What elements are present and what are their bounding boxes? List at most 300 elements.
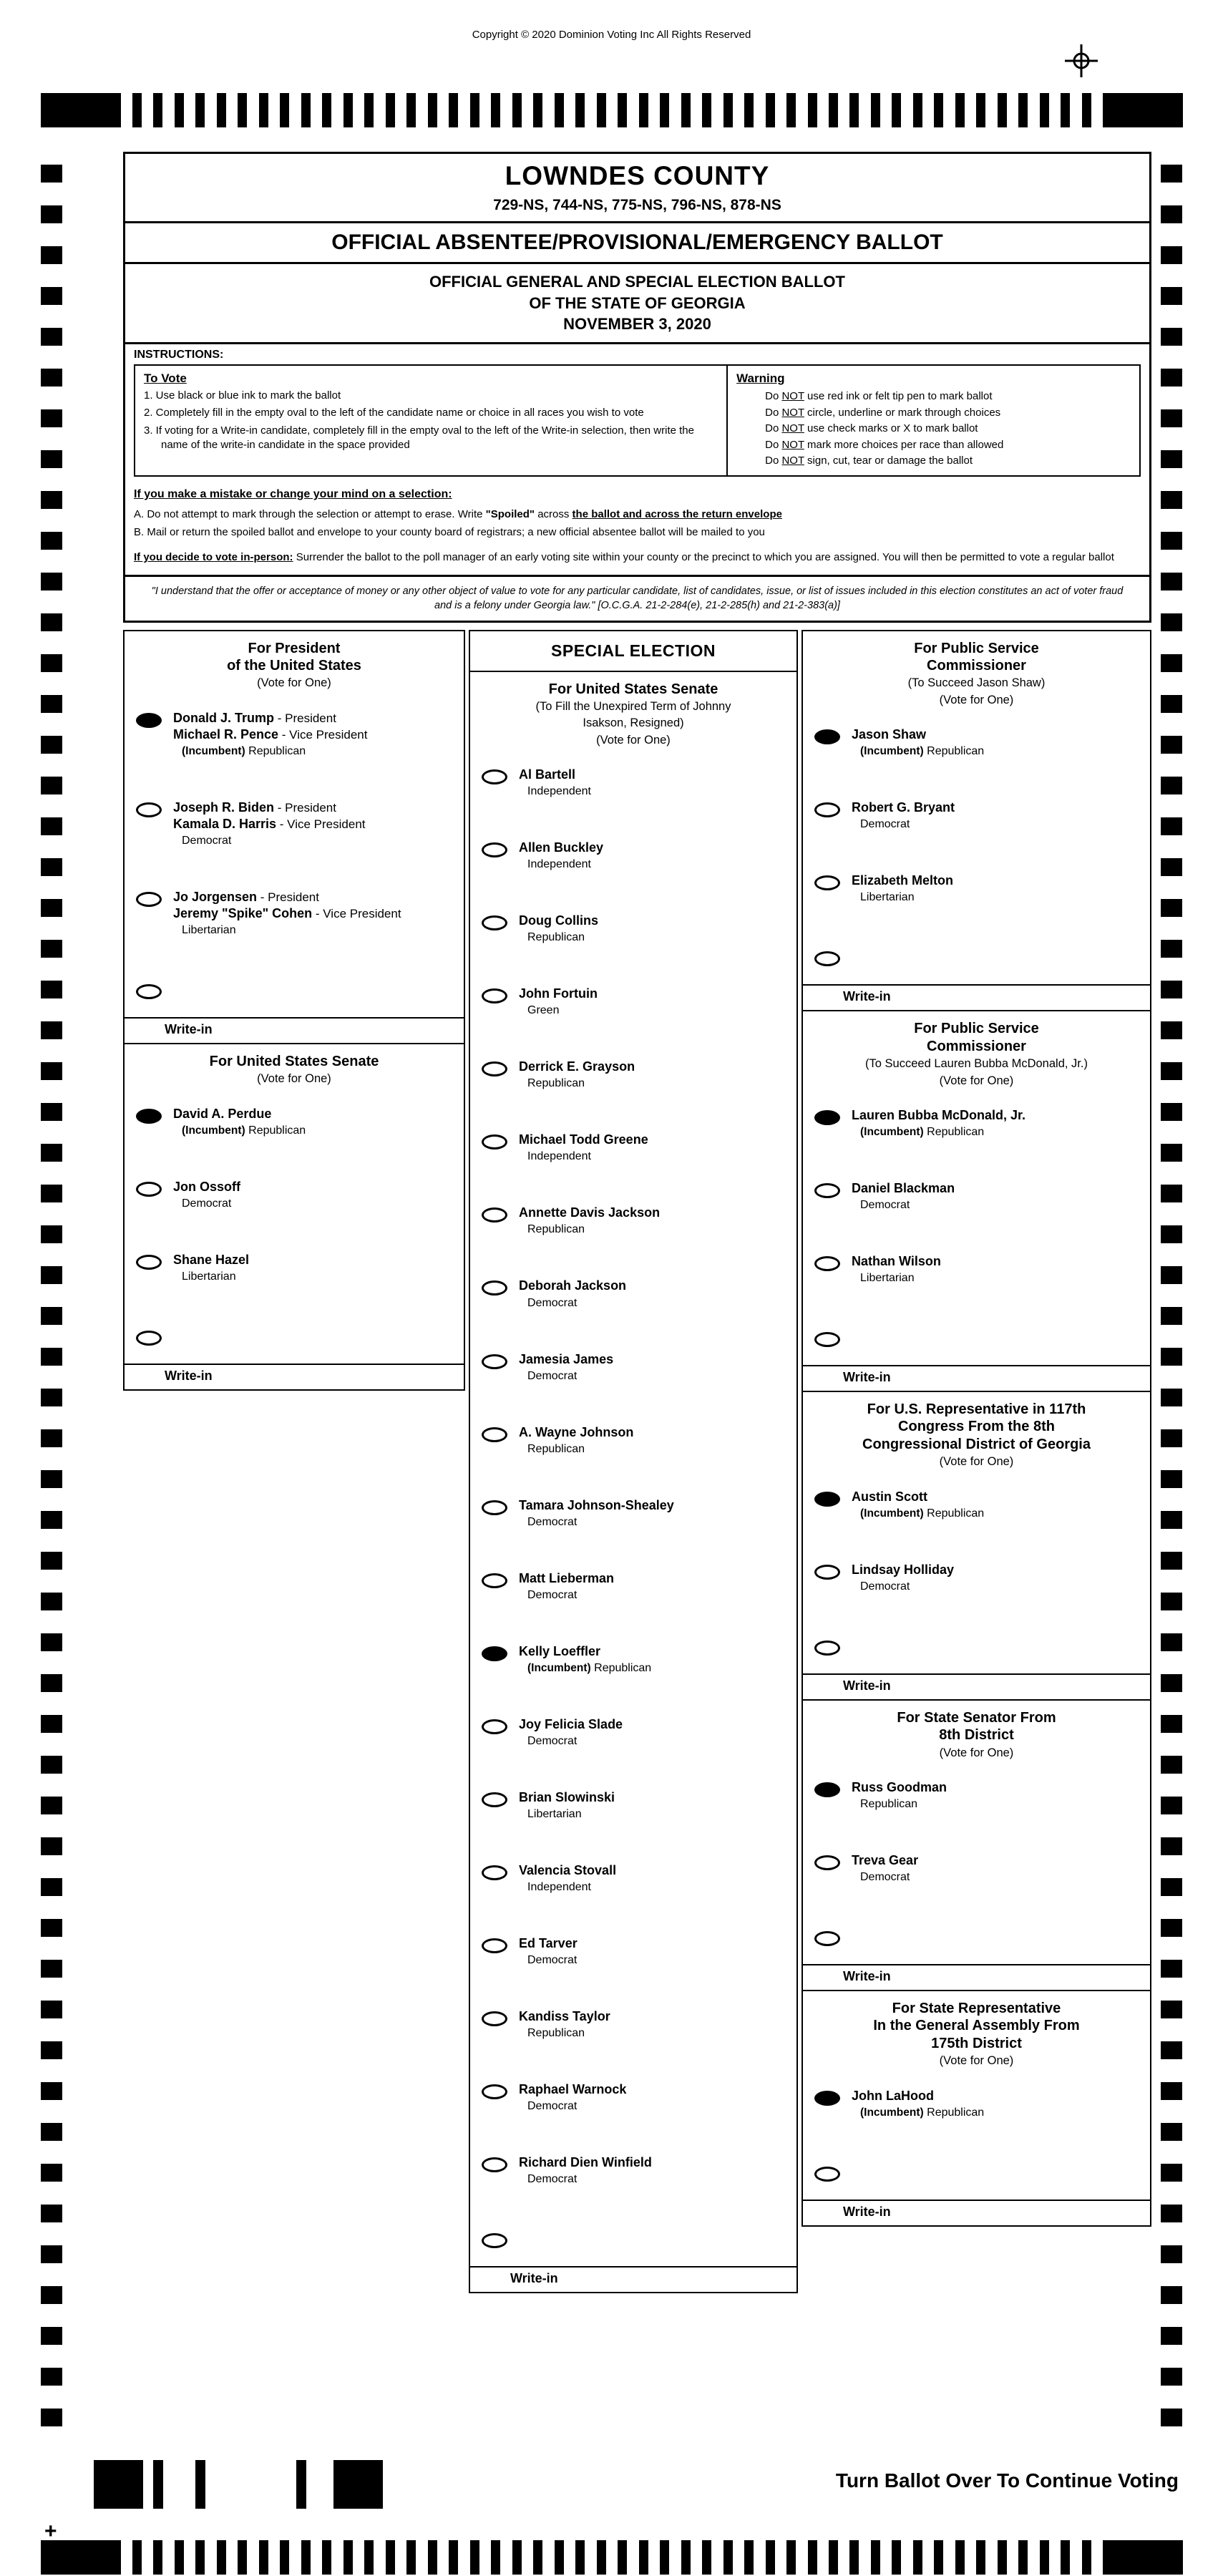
- candidate-name-text: Doug Collins: [519, 913, 598, 928]
- timing-mark: [1161, 2041, 1182, 2059]
- ballot-oval[interactable]: [136, 802, 162, 817]
- timing-mark: [41, 1470, 62, 1488]
- candidate-name-text: David A. Perdue: [173, 1106, 272, 1121]
- write-in-oval[interactable]: [482, 2233, 507, 2248]
- candidate-name: [519, 2154, 652, 2171]
- race-title-line: For Public Service: [914, 640, 1039, 656]
- candidate-info: [173, 889, 401, 937]
- spoiled-emphasis: "Spoiled": [485, 507, 535, 520]
- candidate-name: [519, 1278, 626, 1294]
- timing-mark: [41, 1878, 62, 1896]
- candidate-row: [482, 1424, 791, 1456]
- timing-bar: [386, 93, 395, 127]
- ballot-oval[interactable]: [482, 1061, 507, 1076]
- candidate-info: [852, 1180, 955, 1212]
- candidate-party: [519, 1297, 626, 1310]
- warning-text: Do: [765, 455, 782, 467]
- candidate-info: [852, 1562, 954, 1593]
- candidate-name-text: Jamesia James: [519, 1351, 614, 1366]
- plus-mark: +: [44, 2519, 57, 2543]
- instructions-columns: [134, 364, 1141, 477]
- party-name: Republican: [527, 1223, 585, 1236]
- timing-mark: [1161, 2409, 1182, 2426]
- party-name: Libertarian: [527, 1807, 582, 1820]
- timing-bar: [491, 2540, 500, 2575]
- candidate-row: [814, 799, 1144, 831]
- timing-bar: [1061, 2540, 1070, 2575]
- warning-text: Do: [765, 390, 782, 403]
- ballot-oval[interactable]: [482, 1573, 507, 1588]
- timing-bar: [132, 2540, 142, 2575]
- candidate-info: [519, 1424, 633, 1456]
- copyright-notice: Copyright © 2020 Dominion Voting Inc All Rights Reserved: [472, 29, 751, 41]
- mistake-line-a: [134, 507, 1141, 522]
- candidate-party: [519, 1370, 613, 1383]
- timing-mark: [41, 777, 62, 794]
- candidate-info: [852, 1489, 984, 1520]
- candidate-title-suffix: - Vice President: [278, 727, 368, 742]
- ballot-oval[interactable]: [482, 842, 507, 857]
- in-person-text: Surrender the ballot to the poll manager of an early voting site within your county or the precinct to which you are assigned. You will then be permitted to vote a regular ballot: [293, 550, 1114, 563]
- timing-bar: [322, 2540, 331, 2575]
- timing-bar: [364, 93, 374, 127]
- ballot-oval-filled[interactable]: [136, 1109, 162, 1124]
- candidate-info: [519, 1278, 626, 1309]
- candidate-row: [136, 1179, 458, 1210]
- ballot-oval[interactable]: [814, 1855, 840, 1870]
- candidate-row: [136, 1106, 458, 1137]
- party-name: Independent: [527, 785, 591, 798]
- ballot-oval[interactable]: [482, 1207, 507, 1223]
- timing-mark: [41, 205, 62, 223]
- ballot-oval[interactable]: [814, 1256, 840, 1271]
- warning-title: Warning: [736, 371, 785, 386]
- timing-bar: [195, 2540, 205, 2575]
- timing-mark: [1161, 1266, 1182, 1284]
- timing-mark: [1161, 287, 1182, 305]
- candidate-name-text: Matt Lieberman: [519, 1570, 615, 1585]
- envelope-emphasis: the ballot and across the return envelope: [572, 507, 782, 520]
- candidate-row: [482, 1862, 791, 1894]
- candidate-row: [814, 1180, 1144, 1212]
- candidate-name-text: Ed Tarver: [519, 1935, 578, 1950]
- write-in-oval[interactable]: [814, 951, 840, 966]
- candidate-name-text: Russ Goodman: [852, 1779, 947, 1794]
- race-subtitle-line: (Vote for One): [939, 1746, 1014, 1759]
- timing-bar: [892, 93, 901, 127]
- to-vote-item: 1. Use black or blue ink to mark the ballot: [144, 389, 341, 402]
- ballot-oval[interactable]: [482, 1354, 507, 1369]
- race-box-3-3: [801, 1391, 1151, 1701]
- timing-mark: [1161, 2286, 1182, 2304]
- timing-bar: [153, 2540, 162, 2575]
- race-title-line: For State Senator From: [897, 1709, 1056, 1726]
- party-name: Libertarian: [182, 1270, 236, 1283]
- write-in-oval[interactable]: [814, 1931, 840, 1946]
- election-title-line: OFFICIAL GENERAL AND SPECIAL ELECTION BALLOT: [429, 273, 845, 291]
- race-subtitle-line: (To Succeed Lauren Bubba McDonald, Jr.): [865, 1057, 1088, 1071]
- warning-item: [736, 389, 1131, 405]
- in-person-title: If you decide to vote in-person:: [134, 550, 293, 563]
- turn-ballot-over-text: Turn Ballot Over To Continue Voting: [835, 2469, 1179, 2492]
- ballot-type-title: OFFICIAL ABSENTEE/PROVISIONAL/EMERGENCY BALLOT: [331, 230, 943, 254]
- candidate-list: [803, 714, 1150, 904]
- ballot-oval-filled[interactable]: [814, 1110, 840, 1125]
- ballot-oval[interactable]: [814, 1183, 840, 1198]
- to-vote-title: To Vote: [144, 371, 187, 386]
- election-date: NOVEMBER 3, 2020: [563, 315, 711, 334]
- ballot-oval-filled[interactable]: [814, 1782, 840, 1797]
- party-name: Democrat: [527, 1369, 578, 1382]
- timing-mark: [41, 2082, 62, 2100]
- ballot-column-1: [123, 630, 465, 1391]
- timing-mark: [1161, 654, 1182, 672]
- ballot-oval[interactable]: [482, 1719, 507, 1734]
- ballot-oval-filled[interactable]: [814, 2091, 840, 2106]
- party-name: Republican: [927, 745, 985, 758]
- race-subtitle-line: (Vote for One): [939, 2054, 1014, 2068]
- ballot-oval[interactable]: [482, 2084, 507, 2099]
- to-vote-item: 2. Completely fill in the empty oval to the left of the candidate name or choice in all races you wish to vote: [144, 407, 644, 419]
- ballot-oval[interactable]: [482, 1500, 507, 1515]
- candidate-info: [519, 1716, 623, 1748]
- incumbent-tag: (Incumbent): [860, 745, 924, 758]
- timing-mark: [41, 1715, 62, 1733]
- to-vote-box: [134, 364, 728, 477]
- candidate-title-suffix: - Vice President: [276, 817, 366, 831]
- candidate-list: [803, 1766, 1150, 1884]
- ballot-oval[interactable]: [814, 1565, 840, 1580]
- special-election-header: SPECIAL ELECTION: [469, 630, 798, 672]
- timing-bar: [786, 2540, 796, 2575]
- candidate-row: [814, 1107, 1144, 1139]
- candidate-party: [173, 745, 367, 758]
- write-in-label: Write-in: [843, 1370, 891, 1385]
- candidate-party: [519, 1808, 615, 1821]
- timing-mark: [1161, 450, 1182, 468]
- race-title-line: 8th District: [939, 1727, 1014, 1744]
- ballot-oval-filled[interactable]: [136, 713, 162, 728]
- candidate-info: [519, 1570, 614, 1602]
- write-in-row: [125, 1364, 464, 1389]
- timing-mark: [1161, 1919, 1182, 1937]
- timing-bar: [449, 2540, 458, 2575]
- candidate-party: [852, 818, 955, 831]
- candidate-info: [852, 726, 984, 758]
- barcode-block: [153, 2460, 163, 2509]
- ballot-oval[interactable]: [482, 2011, 507, 2026]
- candidate-party: [852, 745, 984, 758]
- timing-bar: [470, 2540, 479, 2575]
- candidate-row: [482, 1716, 791, 1748]
- timing-mark: [1161, 1797, 1182, 1814]
- party-name: Democrat: [527, 1296, 578, 1309]
- candidate-list: [125, 697, 464, 937]
- candidate-name: [519, 1497, 674, 1514]
- candidate-party: [519, 858, 603, 871]
- race-subtitle-line: (Vote for One): [939, 1455, 1014, 1469]
- party-name: Democrat: [182, 834, 232, 847]
- ballot-oval[interactable]: [482, 1865, 507, 1880]
- candidate-name-text: Kandiss Taylor: [519, 2008, 610, 2023]
- candidate-party: [852, 1272, 941, 1285]
- candidate-name-text: Richard Dien Winfield: [519, 2154, 652, 2169]
- timing-mark: [41, 1674, 62, 1692]
- timing-bar: [702, 2540, 711, 2575]
- timing-mark: [41, 2041, 62, 2059]
- candidate-name-text: Kamala D. Harris: [173, 816, 277, 831]
- write-in-oval[interactable]: [814, 1332, 840, 1347]
- party-name: Libertarian: [860, 1272, 915, 1285]
- instructions-label: INSTRUCTIONS:: [134, 349, 224, 361]
- candidate-info: [519, 840, 603, 871]
- ballot-oval[interactable]: [482, 988, 507, 1003]
- candidate-info: [852, 1779, 947, 1811]
- candidate-name: [519, 1059, 635, 1075]
- timing-mark: [41, 1062, 62, 1080]
- timing-mark: [1161, 2245, 1182, 2263]
- county-header: [123, 152, 1151, 223]
- candidate-name-text: Robert G. Bryant: [852, 800, 955, 815]
- timing-bar: [449, 93, 458, 127]
- timing-bar: [934, 2540, 943, 2575]
- candidate-name-text: Derrick E. Grayson: [519, 1059, 635, 1074]
- timing-mark: [41, 2123, 62, 2141]
- candidate-row: [482, 1789, 791, 1821]
- candidate-name: [173, 1106, 306, 1122]
- candidate-name: [519, 1789, 615, 1806]
- warning-item: [736, 437, 1131, 454]
- race-header: [125, 1044, 464, 1093]
- candidate-name: [519, 1716, 623, 1733]
- candidate-row: [482, 767, 791, 798]
- ballot-oval[interactable]: [482, 1938, 507, 1953]
- write-in-label: Write-in: [843, 1969, 891, 1983]
- candidate-row: [482, 1643, 791, 1675]
- incumbent-tag: (Incumbent): [182, 1124, 245, 1137]
- race-title-line: For State Representative: [892, 2001, 1061, 2016]
- candidate-row: [136, 710, 458, 758]
- party-name: Democrat: [860, 818, 910, 831]
- ballot-oval[interactable]: [814, 875, 840, 890]
- ballot-oval[interactable]: [482, 915, 507, 930]
- candidate-row: [814, 873, 1144, 904]
- timing-mark: [41, 940, 62, 958]
- timing-bar: [153, 93, 162, 127]
- candidate-name: [173, 889, 401, 905]
- candidate-info: [519, 1132, 648, 1163]
- candidate-info: [519, 767, 591, 798]
- timing-bar: [934, 93, 943, 127]
- warning-text: Do: [765, 422, 782, 435]
- ballot-oval[interactable]: [482, 1792, 507, 1807]
- write-in-oval[interactable]: [136, 1331, 162, 1346]
- timing-mark: [41, 1756, 62, 1774]
- party-name: Democrat: [527, 1734, 578, 1747]
- ballot-page: [123, 152, 1151, 2293]
- candidate-party: [519, 785, 591, 798]
- timing-mark: [41, 613, 62, 631]
- timing-bar: [998, 93, 1007, 127]
- candidate-info: [173, 1252, 249, 1283]
- race-subtitle-line: (Vote for One): [596, 733, 671, 747]
- race-title-line: For United States Senate: [209, 1053, 379, 1069]
- timing-mark: [41, 2409, 62, 2426]
- candidate-name: [519, 1570, 614, 1587]
- candidate-row: [136, 1252, 458, 1283]
- race-subtitle-line: (Vote for One): [939, 1074, 1014, 1087]
- candidate-row: [482, 1132, 791, 1163]
- candidate-info: [852, 1253, 941, 1285]
- warning-item: [736, 421, 1131, 437]
- write-in-oval-row: [803, 1326, 1150, 1365]
- ballot-oval-filled[interactable]: [814, 729, 840, 744]
- write-in-row: [125, 1017, 464, 1043]
- ballot-oval-filled[interactable]: [482, 1646, 507, 1661]
- candidate-info: [852, 1107, 1025, 1139]
- timing-mark: [41, 817, 62, 835]
- timing-mark: [41, 573, 62, 590]
- timing-bar: [849, 93, 859, 127]
- ballot-oval[interactable]: [482, 1280, 507, 1296]
- race-title-line: Congress From the 8th: [898, 1419, 1055, 1435]
- candidate-info: [852, 2088, 984, 2119]
- candidate-name-text: Lindsay Holliday: [852, 1562, 955, 1577]
- timing-mark: [41, 1348, 62, 1366]
- timing-mark: [41, 1511, 62, 1529]
- candidate-name-text: John LaHood: [852, 2088, 934, 2103]
- timing-bar: [723, 93, 733, 127]
- warning-item: [736, 405, 1131, 422]
- write-in-row: [470, 2266, 796, 2292]
- mistake-line-b: B. Mail or return the spoiled ballot and envelope to your county board of registrars; a new official absentee ballot will be mailed to you: [134, 525, 765, 538]
- mistake-text: A. Do not attempt to mark through the selection or attempt to erase. Write: [134, 507, 486, 520]
- warning-text: circle, underline or mark through choices: [804, 406, 1001, 419]
- write-in-oval[interactable]: [814, 1641, 840, 1656]
- candidate-name: [519, 1424, 633, 1441]
- write-in-oval[interactable]: [136, 984, 162, 999]
- timing-bar: [681, 93, 691, 127]
- party-name: Democrat: [860, 1580, 910, 1593]
- timing-bar: [386, 2540, 395, 2575]
- timing-bar: [428, 93, 437, 127]
- timing-mark: [1161, 613, 1182, 631]
- candidate-name-text: Al Bartell: [519, 767, 576, 782]
- timing-mark: [1161, 1593, 1182, 1610]
- timing-mark: [41, 1552, 62, 1570]
- timing-mark: [1161, 491, 1182, 509]
- candidate-name: [173, 710, 367, 726]
- county-name: LOWNDES COUNTY: [505, 161, 770, 190]
- ballot-oval[interactable]: [136, 1255, 162, 1270]
- timing-mark: [41, 1021, 62, 1039]
- candidate-info: [173, 799, 366, 847]
- candidate-row: [482, 1935, 791, 1967]
- candidate-row: [482, 2008, 791, 2040]
- timing-bar: [744, 93, 754, 127]
- timing-block: [41, 2540, 121, 2575]
- ballot-oval[interactable]: [482, 1427, 507, 1442]
- race-header: [125, 631, 464, 697]
- timing-bar: [660, 93, 669, 127]
- ballot-column-2: [469, 630, 798, 2293]
- candidate-party: [519, 1662, 651, 1675]
- timing-mark: [41, 1960, 62, 1978]
- timing-mark: [1161, 899, 1182, 917]
- candidate-row: [482, 1059, 791, 1090]
- timing-mark: [1161, 369, 1182, 387]
- ballot-oval[interactable]: [482, 769, 507, 784]
- race-title-line: of the United States: [227, 657, 361, 674]
- incumbent-tag: (Incumbent): [527, 1661, 591, 1674]
- timing-block: [1103, 2540, 1183, 2575]
- party-name: Independent: [527, 858, 591, 871]
- race-box-1-2: [123, 1043, 465, 1391]
- timing-bar: [364, 2540, 374, 2575]
- ballot-oval[interactable]: [136, 892, 162, 907]
- timing-mark: [41, 491, 62, 509]
- timing-bar: [871, 2540, 880, 2575]
- ballot-oval[interactable]: [136, 1182, 162, 1197]
- warning-box: [728, 364, 1141, 477]
- candidate-party: [519, 2027, 610, 2040]
- write-in-oval[interactable]: [814, 2167, 840, 2182]
- timing-bar: [533, 93, 542, 127]
- timing-bar: [618, 93, 627, 127]
- warning-text: sign, cut, tear or damage the ballot: [804, 455, 973, 467]
- candidate-info: [519, 2008, 610, 2040]
- race-title-line: 175th District: [931, 2035, 1022, 2051]
- candidate-name-text: Treva Gear: [852, 1852, 919, 1867]
- warning-text: use red ink or felt tip pen to mark ballot: [804, 390, 993, 403]
- party-name: Republican: [527, 2026, 585, 2039]
- candidate-name: [173, 905, 401, 922]
- party-name: Democrat: [860, 1199, 910, 1212]
- timing-marks-top: [41, 93, 1183, 127]
- party-name: Republican: [927, 1507, 985, 1520]
- candidate-party: [173, 1124, 306, 1137]
- write-in-label: Write-in: [165, 1368, 213, 1383]
- timing-mark: [41, 654, 62, 672]
- timing-bar: [955, 93, 965, 127]
- in-person-section: [134, 550, 1141, 565]
- candidate-party: [852, 1580, 954, 1593]
- ballot-oval[interactable]: [482, 1134, 507, 1150]
- warning-text: Do: [765, 438, 782, 451]
- timing-mark: [1161, 1185, 1182, 1202]
- timing-mark: [1161, 817, 1182, 835]
- timing-bar: [280, 93, 289, 127]
- warning-text: Do: [765, 406, 782, 419]
- race-subtitle-line: (To Succeed Jason Shaw): [907, 676, 1046, 690]
- to-vote-list: [144, 389, 718, 452]
- timing-mark: [41, 2205, 62, 2222]
- candidate-name: [173, 799, 366, 816]
- ballot-oval[interactable]: [482, 2157, 507, 2172]
- precinct-list: 729-NS, 744-NS, 775-NS, 796-NS, 878-NS: [493, 197, 781, 213]
- ballot-oval-filled[interactable]: [814, 1492, 840, 1507]
- party-name: Republican: [927, 2106, 985, 2119]
- timing-bar: [259, 93, 268, 127]
- timing-bar: [808, 93, 817, 127]
- timing-bar: [1040, 93, 1049, 127]
- candidate-party: [519, 1004, 598, 1017]
- ballot-oval[interactable]: [814, 802, 840, 817]
- race-box-3-4: [801, 1699, 1151, 1991]
- timing-bar: [132, 93, 142, 127]
- timing-mark: [41, 369, 62, 387]
- candidate-title-suffix: - President: [257, 890, 319, 904]
